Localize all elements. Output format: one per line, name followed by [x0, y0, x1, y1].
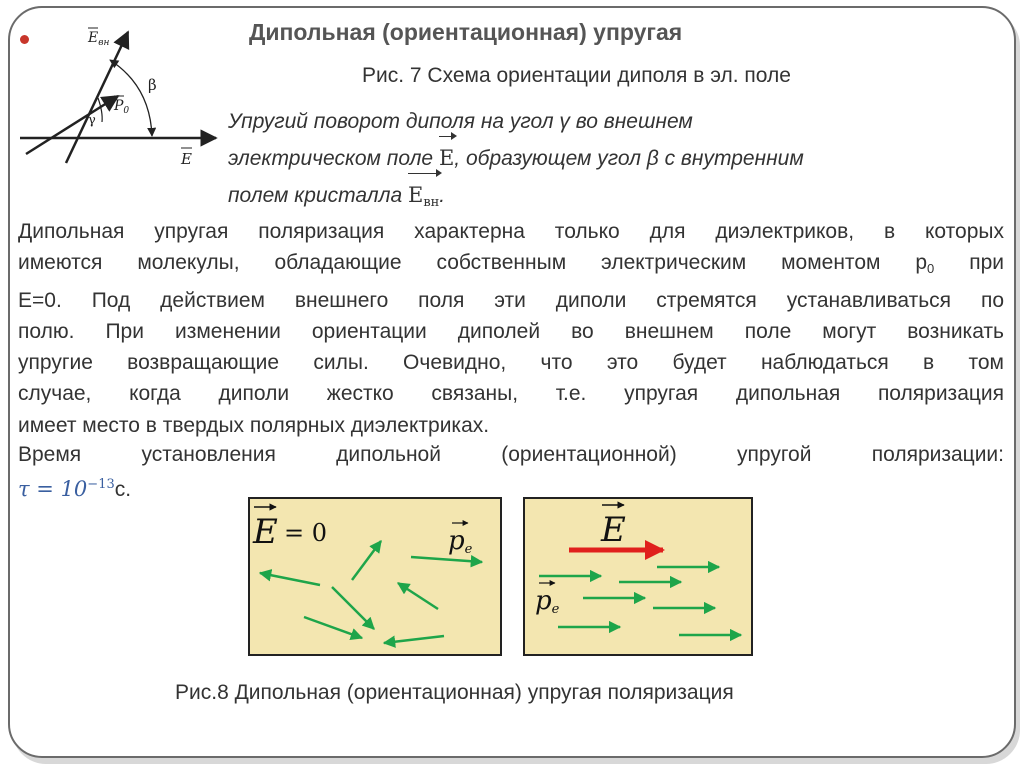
body-line: случае, когда диполи жестко связаны, т.е. упругая дипольная поляризация: [18, 382, 1004, 406]
label-gamma: γ: [88, 113, 96, 128]
body-line: Дипольная упругая поляризация характерна только для диэлектриков, в которых: [18, 220, 1004, 243]
fig8-left-e-label: E: [253, 512, 278, 552]
time-paragraph: [18, 440, 1004, 505]
body-line: имеет место в твердых полярных диэлектриках.: [18, 413, 490, 437]
label-e-internal: $E_{вн}$: [88, 30, 110, 48]
fig8-left-p-label: pe: [448, 526, 473, 557]
dipole-arrow: [26, 96, 118, 154]
fig7-dipole-diagram: [18, 18, 228, 188]
fig8-right-panel: [523, 497, 753, 656]
label-beta: β: [148, 76, 157, 94]
fig7-description: [228, 104, 988, 221]
body-line: полю. При изменении ориентации диполей во внешнем поле могут возникать: [18, 319, 1004, 343]
time-line: Время установления дипольной (ориентационной) упругой поляризации:: [18, 443, 1004, 466]
body-paragraph: [18, 216, 1004, 441]
fig7-desc-line: Упругий поворот диполя на угол γ во внешнем: [228, 110, 693, 133]
body-line: имеются молекулы, обладающие собственным электрическим моментом $p_0$ при: [18, 251, 1004, 277]
fig7-desc-line: полем кристалла $E_{вн}$.: [228, 177, 988, 221]
fig8-caption: Рис.8 Дипольная (ориентационная) упругая поляризация: [175, 681, 734, 704]
label-dipole: $P_0$: [114, 98, 130, 116]
gamma-arc: [98, 98, 102, 122]
label-e-external: E: [181, 150, 192, 168]
fig8-left-eq-label: = 0: [284, 519, 328, 547]
slide-title: Дипольная (ориентационная) упругая: [249, 19, 683, 45]
fig7-desc-line: электрическом поле E, образующем угол β с внутренним: [228, 140, 988, 177]
fig8-left-panel: [248, 497, 502, 656]
fig8-right-e-label: E: [601, 510, 626, 550]
body-line: E=0. Под действием внешнего поля эти диполи стремятся устанавливаться по: [18, 288, 1004, 312]
tau-formula: $\tau = 10^{-13}с$.: [18, 477, 132, 501]
fig8-right-p-label: pe: [535, 586, 560, 617]
fig7-caption: Рис. 7 Схема ориентации диполя в эл. поле: [362, 64, 791, 87]
body-line: упругие возвращающие силы. Очевидно, что это будет наблюдаться в том: [18, 351, 1004, 375]
